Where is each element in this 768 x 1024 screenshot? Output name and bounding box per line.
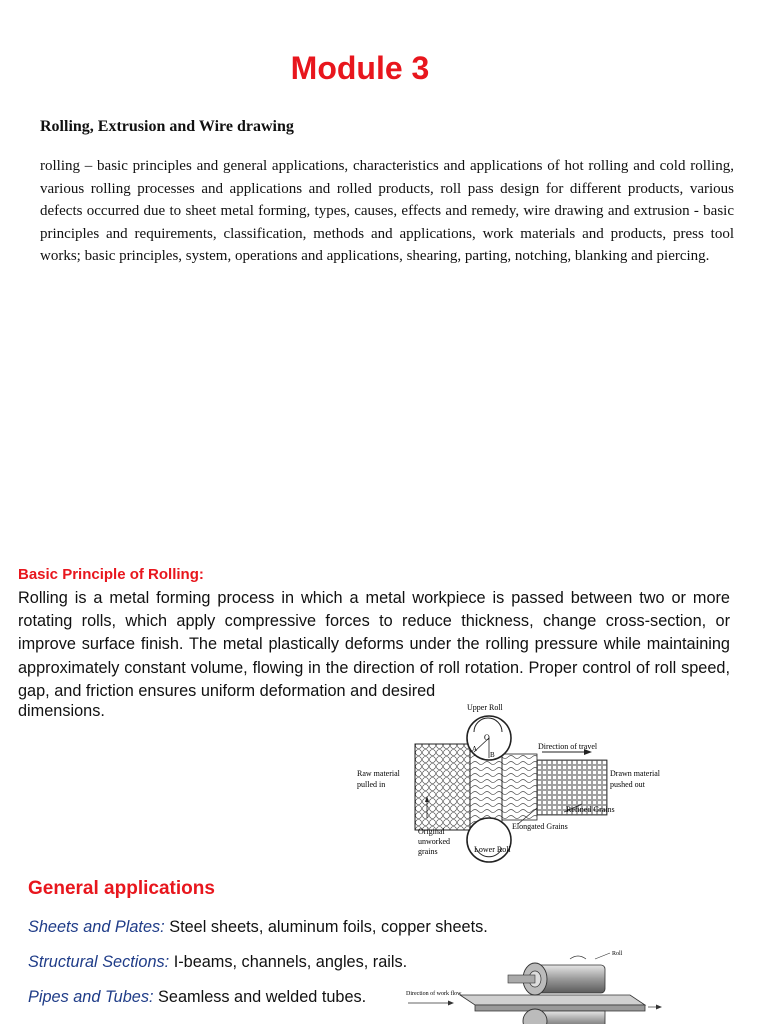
original-label-1: Original [418, 827, 445, 836]
rolling-mill-illustration [400, 945, 665, 1024]
work-flow-label: Direction of work flow [406, 991, 462, 997]
basic-principle-heading: Basic Principle of Rolling: [18, 566, 204, 583]
application-item [28, 953, 407, 972]
application-text: Seamless and welded tubes. [153, 988, 367, 1006]
application-label: Structural Sections: [28, 953, 170, 971]
point-a: A [472, 745, 478, 753]
application-text: I-beams, channels, angles, rails. [169, 953, 408, 971]
refined-grains-label: Refined Grains [566, 805, 615, 814]
sheet-workpiece [460, 995, 645, 1005]
lower-roll-label: Lower Roll [474, 845, 511, 854]
original-label-2: unworked [418, 837, 450, 846]
application-item [28, 918, 488, 937]
general-applications-heading: General applications [28, 878, 215, 899]
application-label: Sheets and Plates: [28, 918, 165, 936]
drawn-label-1: Drawn material [610, 769, 660, 778]
raw-material-label-2: pulled in [357, 780, 386, 789]
raw-material-label-1: Raw material [357, 769, 400, 778]
point-b: B [490, 751, 495, 759]
application-text: Steel sheets, aluminum foils, copper sheets. [164, 918, 488, 936]
rolling-grain-diagram [352, 700, 682, 870]
drawn-label-2: pushed out [610, 780, 645, 789]
basic-principle-text: Rolling is a metal forming process in which a metal workpiece is passed between two or more rotating rolls, which apply compressive forces to reduce thickness, change cross-section, or improve surface finish. The metal plastically deforms under the rolling pressure while maintaining approximately constant volume, flowing in the direction of roll rotation. Proper control of roll speed, gap, and friction ensures uniform deformation and desired [18, 589, 730, 700]
application-label: Pipes and Tubes: [28, 988, 154, 1006]
direction-label: Direction of travel [538, 742, 598, 751]
raw-material-block [415, 744, 470, 830]
basic-principle-last-line: dimensions. [18, 702, 105, 720]
original-label-3: grains [418, 847, 438, 856]
syllabus-text: rolling – basic principles and general applications, characteristics and applications of hot rolling and cold rolling, various rolling processes and applications and rolled products, roll pass design for different products, various defects occurred due to sheet metal forming, types, causes, effects and remedy, wire drawing and extrusion - basic principles and requirements, classification, methods and applications, work materials and products, press tool works; basic principles, system, operations and applications, shearing, parting, notching, blanking and piercing. [40, 158, 734, 265]
section-heading: Rolling, Extrusion and Wire drawing [40, 118, 294, 135]
upper-roll-label: Upper Roll [467, 703, 503, 712]
elongated-grains-label: Elongated Grains [512, 822, 568, 831]
point-o: O [484, 733, 490, 742]
roll-label: Roll [612, 951, 623, 957]
elongated-zone [502, 754, 537, 820]
lower-roll [467, 818, 511, 862]
module-title: Module 3 [290, 50, 430, 86]
application-item [28, 988, 366, 1007]
